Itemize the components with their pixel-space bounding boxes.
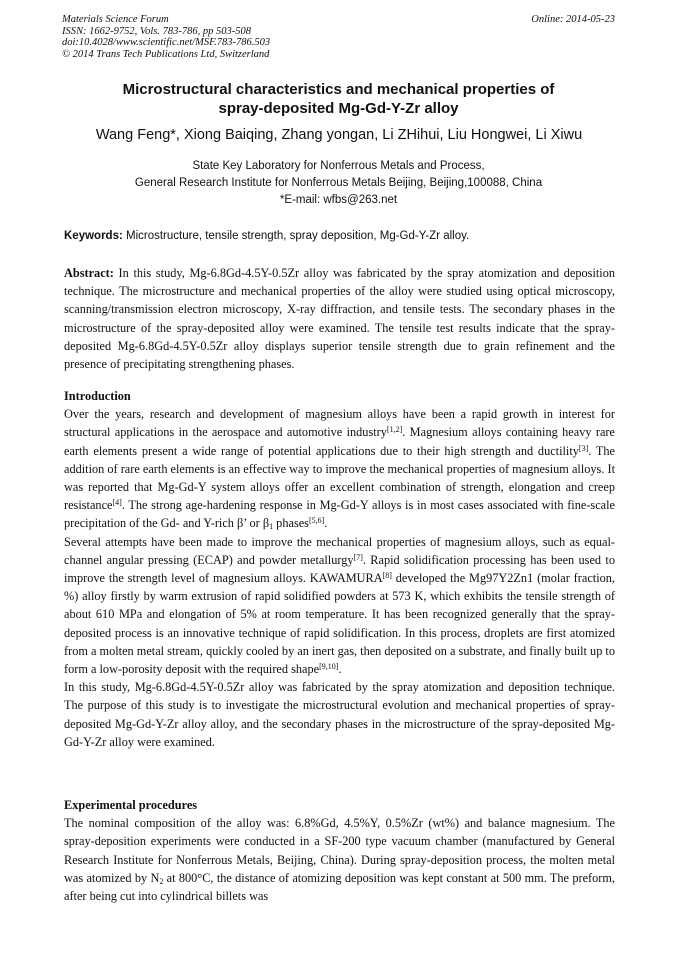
text-run: at 800°C, the distance of atomizing deposition was kept constant at 500 mm. The preform, after being cut into cylindrical billets was <box>64 870 616 904</box>
subscript: 2 <box>159 876 164 886</box>
introduction-heading: Introduction <box>64 389 131 403</box>
text-run: Several attempts have been made to improve the mechanical properties of magnesium alloys, such as equal-channel angular pressing (ECAP) and powder metallurgy <box>64 534 615 567</box>
citation: [5,6] <box>308 516 325 526</box>
journal-name: Materials Science Forum <box>62 14 169 25</box>
citation: [8] <box>382 571 392 581</box>
keywords-label: Keywords: <box>64 230 123 242</box>
introduction-paragraph-3: In this study, Mg-6.8Gd-4.5Y-0.5Zr alloy was fabricated by the spray atomization and deposition technique. The purpose of this study is to investigate the microstructural evolution and mechanical properties of spray-deposited Mg-Gd-Y-Zr alloy alloy, and the secondary phases in the microstructure of the spray-deposited Mg-Gd-Y-Zr alloy were examined. <box>64 680 615 749</box>
abstract-label: Abstract: <box>64 266 114 280</box>
citation: [1,2] <box>386 425 403 435</box>
abstract <box>64 264 615 373</box>
text-run: . <box>338 662 342 677</box>
text-run: developed the Mg97Y2Zn1 (molar fraction, %) alloy firstly by warm extrusion of rapid solidified powders at 573 K, which exhibits the tensile strength of about 610 MPa and elongation of 5% at room temperature. It has been recognized generally that the spray-deposited process is an innovative technique of rapid solidification. In this process, droplets are first atomized from a molten metal stream, quickly cooled by an inert gas, then deposited on a substrate, and finally built up to form a low-porosity deposit with the required shape <box>64 571 615 677</box>
title-line-1: Microstructural characteristics and mechanical properties of <box>122 81 555 98</box>
text-run: . Magnesium alloys containing heavy rare earth elements present a wide range of potential applications due to their high strength and ductility <box>64 425 615 458</box>
corresponding-email: *E-mail: wfbs@263.net <box>279 194 398 206</box>
affiliation-line-1: State Key Laboratory for Nonferrous Metals and Process, <box>192 160 485 172</box>
online-date: Online: 2014-05-23 <box>531 14 615 25</box>
introduction-paragraph-2 <box>64 533 615 679</box>
experimental-paragraph-1 <box>64 814 615 905</box>
citation: [7] <box>353 552 363 562</box>
abstract-text: In this study, Mg-6.8Gd-4.5Y-0.5Zr alloy was fabricated by the spray atomization and deposition technique. The microstructure and mechanical properties of the alloy were studied using optical microscopy, scanning/transmission electron microscopy, X-ray diffraction, and tensile tests. The secondary phases in the microstructure of the spray-deposited alloy were examined. The tensile test results indicate that the spray-deposited Mg-6.8Gd-4.5Y-0.5Zr alloy displays superior tensile strength due to grain refinement and the presence of precipitating strengthening phases. <box>64 266 615 372</box>
text-run: . The addition of rare earth elements is an effective way to improve the mechanical properties of magnesium alloys. It was reported that Mg-Gd-Y system alloys offer an excellent combination of strength, elongation and creep resistance <box>64 443 615 513</box>
keywords <box>64 229 616 244</box>
introduction-section <box>64 387 615 751</box>
issn-line: ISSN: 1662-9752, Vols. 783-786, pp 503-508 <box>62 25 251 37</box>
doi-line: doi:10.4028/www.scientific.net/MSF.783-786.503 <box>62 37 271 48</box>
paper-title <box>62 80 615 118</box>
journal-header <box>62 14 615 60</box>
affiliation-line-2: General Research Institute for Nonferrous Metals Beijing, Beijing,100088, China <box>134 177 543 189</box>
copyright-line: © 2014 Trans Tech Publications Ltd, Switzerland <box>62 48 270 60</box>
experimental-heading: Experimental procedures <box>64 798 198 812</box>
subscript: 1 <box>269 522 274 532</box>
keywords-text: Microstructure, tensile strength, spray deposition, Mg-Gd-Y-Zr alloy. <box>122 230 470 242</box>
citation: [3] <box>578 443 589 453</box>
experimental-section <box>64 796 615 905</box>
introduction-paragraph-1 <box>64 405 615 532</box>
author-list: Wang Feng*, Xiong Baiqing, Zhang yongan, Li ZHihui, Liu Hongwei, Li Xiwu <box>95 127 583 143</box>
citation: [4] <box>112 498 122 508</box>
text-run: phases <box>273 516 309 531</box>
text-run: . The strong age-hardening response in Mg-Gd-Y alloys is in most cases associated with fine-scale precipitation of the Gd- and Y-rich β’ or β <box>64 498 615 531</box>
text-run: Over the years, research and development of magnesium alloys have been a rapid growth in interest for structural applications in the aerospace and automotive industry <box>64 407 615 440</box>
text-run: The nominal composition of the alloy was: 6.8%Gd, 4.5%Y, 0.5%Zr (wt%) and balance magnesium. The spray-deposition experiments were conducted in a SF-200 type vacuum chamber (manufactured by General Research Institute for Nonferrous Metals, Beijing, China). During spray-deposition process, the molten metal was atomized by N <box>64 816 615 885</box>
title-line-2: spray-deposited Mg-Gd-Y-Zr alloy <box>218 100 459 117</box>
text-run: . Rapid solidification processing has been used to improve the strength level of magnesium alloys. KAWAMURA <box>64 552 615 586</box>
affiliation <box>62 158 615 209</box>
text-run: . <box>324 516 328 531</box>
citation: [9,10] <box>319 662 339 672</box>
